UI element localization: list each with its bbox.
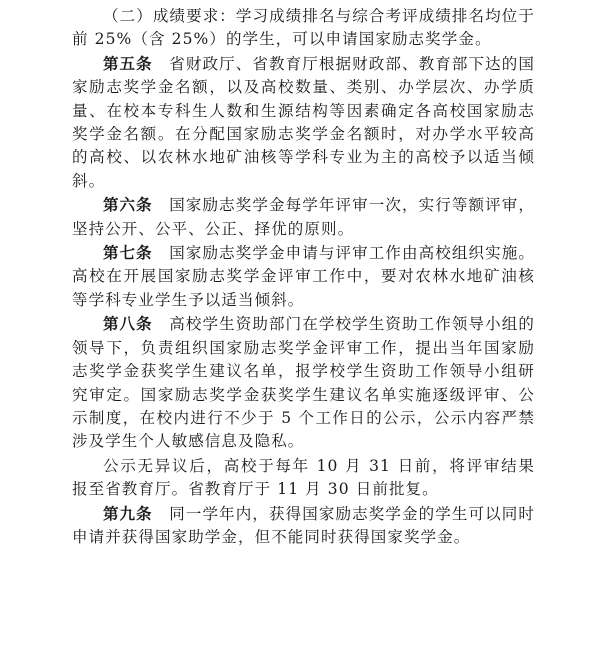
article-label: 第九条 (103, 503, 153, 523)
paragraph-publicity-result (72, 454, 535, 502)
paragraph-article-8 (72, 312, 535, 453)
paragraph-achievement-requirement (72, 4, 535, 52)
paragraph-text: 高校学生资助部门在学校学生资助工作领导小组的领导下，负责组织国家励志奖学金评审工作，提出当年国家励志奖学金获奖学生建议名单，报学校学生资助工作领导小组研究审定。国家励志奖学金获奖学生建议名单实施逐级评审、公示制度，在校内进行不少于 5 个工作日的公示，公示内容严禁涉及学生个人敏感信息及隐私。 (72, 315, 535, 451)
article-label: 第七条 (103, 243, 153, 263)
paragraph-text: （二）成绩要求：学习成绩排名与综合考评成绩排名均位于前 25%（含 25%）的学生，可以申请国家励志奖学金。 (72, 7, 535, 49)
paragraph-text: 同一学年内，获得国家励志奖学金的学生可以同时申请并获得国家助学金，但不能同时获得国家奖学金。 (72, 504, 535, 546)
paragraph-text: 国家励志奖学金申请与评审工作由高校组织实施。高校在开展国家励志奖学金评审工作中，要对农林水地矿油核等学科专业学生予以适当倾斜。 (72, 244, 535, 309)
article-label: 第八条 (103, 314, 153, 334)
paragraph-article-6 (72, 193, 535, 241)
paragraph-article-7 (72, 241, 535, 312)
paragraph-text: 公示无异议后，高校于每年 10 月 31 日前，将评审结果报至省教育厅。省教育厅于 11 月 30 日前批复。 (72, 456, 535, 499)
article-label: 第五条 (103, 53, 153, 73)
paragraph-article-9 (72, 502, 535, 550)
paragraph-text: 省财政厅、省教育厅根据财政部、教育部下达的国家励志奖学金名额，以及高校数量、类别、办学层次、办学质量、在校本专科生人数和生源结构等因素确定各高校国家励志奖学金名额。在分配国家励志奖学金名额时，对办学水平较高的高校、以农林水地矿油核等学科专业为主的高校予以适当倾斜。 (72, 54, 535, 190)
paragraph-article-5 (72, 52, 535, 193)
paragraph-text: 国家励志奖学金每学年评审一次，实行等额评审，坚持公开、公平、公正、择优的原则。 (72, 196, 535, 238)
article-label: 第六条 (103, 195, 153, 215)
